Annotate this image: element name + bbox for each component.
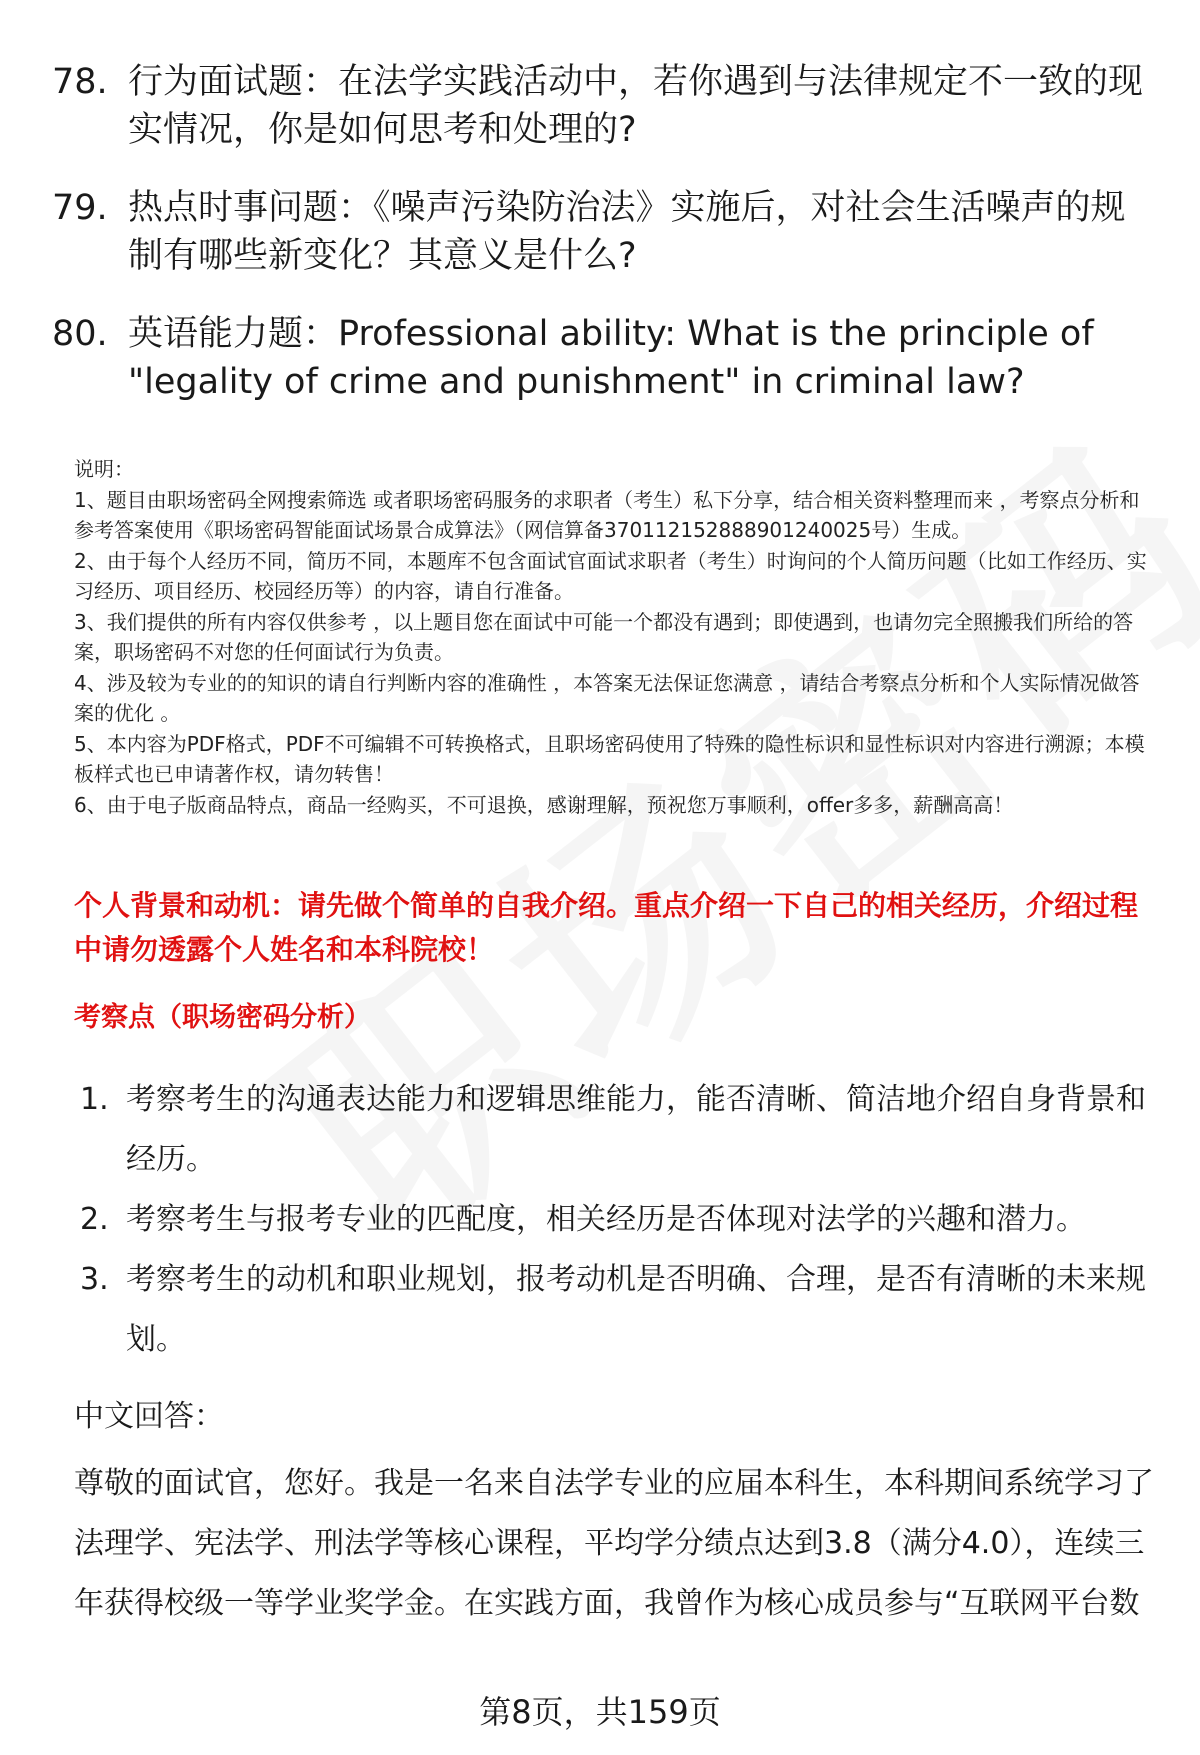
- analysis-item: [80, 1190, 1150, 1250]
- analysis-item: [80, 1250, 1150, 1370]
- analysis-number: 2.: [80, 1202, 109, 1237]
- question-number: 80.: [52, 314, 108, 354]
- note-item: 5、本内容为PDF格式，PDF不可编辑不可转换格式，且职场密码使用了特殊的隐性标识和显性标识对内容进行溯源；本模板样式也已申请著作权，请勿转售！: [74, 731, 1145, 786]
- answer-title: 中文回答：: [74, 1399, 224, 1434]
- background-question: 个人背景和动机：请先做个简单的自我介绍。重点介绍一下自己的相关经历，介绍过程中请勿透露个人姓名和本科院校！: [74, 889, 1139, 966]
- analysis-text: 考察考生的沟通表达能力和逻辑思维能力，能否清晰、简洁地介绍自身背景和经历。: [126, 1082, 1146, 1177]
- analysis-number: 3.: [80, 1262, 109, 1297]
- analysis-list: [80, 1070, 1150, 1370]
- note-item: 4、涉及较为专业的的知识的请自行判断内容的准确性 ，本答案无法保证您满意 ，请结合考察点分析和个人实际情况做答案的优化 。: [74, 670, 1140, 725]
- answer-body: 尊敬的面试官，您好。我是一名来自法学专业的应届本科生，本科期间系统学习了法理学、宪法学、刑法学等核心课程，平均学分绩点达到3.8（满分4.0），连续三年获得校级一等学业奖学金。在实践方面，我曾作为核心成员参与“互联网平台数: [74, 1466, 1154, 1621]
- question-item: [52, 310, 1152, 406]
- note-item: 6、由于电子版商品特点，商品一经购买，不可退换，感谢理解，预祝您万事顺利，offer多多，薪酬高高！: [74, 792, 1014, 817]
- page-footer: 第8页，共159页: [479, 1693, 721, 1731]
- analysis-text: 考察考生的动机和职业规划，报考动机是否明确、合理，是否有清晰的未来规划。: [126, 1262, 1146, 1357]
- question-item: [52, 184, 1152, 280]
- analysis-item: [80, 1070, 1150, 1190]
- question-text: 英语能力题：Professional ability: What is the principle of "legality of crime and punishment" in criminal law?: [128, 314, 1094, 402]
- note-item: 3、我们提供的所有内容仅供参考 ，以上题目您在面试中可能一个都没有遇到；即使遇到，也请勿完全照搬我们所给的答案，职场密码不对您的任何面试行为负责。: [74, 609, 1134, 664]
- question-text: 热点时事问题：《噪声污染防治法》实施后，对社会生活噪声的规制有哪些新变化？其意义是什么?: [128, 188, 1126, 276]
- question-number: 79.: [52, 188, 108, 228]
- analysis-number: 1.: [80, 1082, 109, 1117]
- question-item: [52, 58, 1152, 154]
- analysis-title: 考察点（职场密码分析）: [74, 1002, 371, 1033]
- question-text: 行为面试题：在法学实践活动中，若你遇到与法律规定不一致的现实情况，你是如何思考和处理的?: [128, 62, 1144, 150]
- note-item: 2、由于每个人经历不同，简历不同，本题库不包含面试官面试求职者（考生）时询问的个人简历问题（比如工作经历、实习经历、项目经历、校园经历等）的内容，请自行准备。: [74, 548, 1147, 603]
- notes-section: [74, 454, 1154, 820]
- notes-heading: 说明：: [74, 457, 134, 481]
- question-list: [52, 58, 1152, 436]
- question-number: 78.: [52, 62, 108, 102]
- analysis-text: 考察考生与报考专业的匹配度，相关经历是否体现对法学的兴趣和潜力。: [126, 1202, 1086, 1237]
- note-item: 1、题目由职场密码全网搜索筛选 或者职场密码服务的求职者（考生）私下分享，结合相关资料整理而来 ，考察点分析和参考答案使用《职场密码智能面试场景合成算法》（网信算备370112152888901240025号）生成。: [74, 487, 1140, 542]
